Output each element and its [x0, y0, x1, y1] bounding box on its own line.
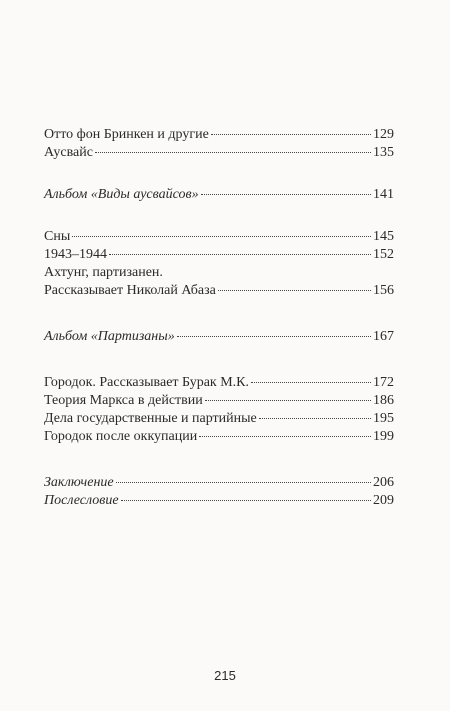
toc-entry-title: 1943–1944 — [44, 247, 107, 262]
toc-entry — [44, 144, 394, 162]
toc-entry — [44, 126, 394, 144]
toc-leader-dots — [199, 436, 371, 437]
toc-entry-page: 152 — [373, 247, 394, 262]
toc-entry-title: Дела государственные и партийные — [44, 411, 257, 426]
toc-entry-page: 145 — [373, 229, 394, 244]
toc-entry-title: Заключение — [44, 475, 114, 490]
toc-entry-title: Отто фон Бринкен и другие — [44, 127, 209, 142]
toc-entry — [44, 492, 394, 510]
toc-entry-title: Городок. Рассказывает Бурак М.К. — [44, 375, 250, 390]
toc-entry — [44, 228, 394, 246]
toc-leader-dots — [201, 194, 371, 195]
toc-leader-dots — [251, 382, 371, 383]
toc-entry-page: 186 — [373, 393, 394, 408]
toc-entry — [44, 246, 394, 264]
toc-leader-dots — [116, 482, 371, 483]
toc-entry — [44, 328, 394, 346]
toc-leader-dots — [109, 254, 371, 255]
toc-entry-title: Аусвайс — [44, 145, 93, 160]
toc-entry-page: 167 — [373, 329, 394, 344]
toc-entry-title: Рассказывает Николай Абаза — [44, 283, 216, 298]
toc-entry-title: Альбом «Партизаны» — [44, 329, 175, 344]
toc-entry — [44, 186, 394, 204]
page-number: 215 — [214, 668, 236, 683]
toc-group-gap — [44, 204, 394, 228]
toc-entry-title: Альбом «Виды аусвайсов» — [44, 187, 199, 202]
toc-entry — [44, 264, 394, 282]
toc-entry-page: 172 — [373, 375, 394, 390]
toc-leader-dots — [121, 500, 371, 501]
toc-entry-page: 135 — [373, 145, 394, 160]
toc-group-gap — [44, 300, 394, 328]
toc-entry-page: 141 — [373, 187, 394, 202]
toc-entry — [44, 282, 394, 300]
toc-group-gap — [44, 162, 394, 186]
toc-entry — [44, 374, 394, 392]
toc-entry-title: Послесловие — [44, 493, 119, 508]
toc-leader-dots — [211, 134, 371, 135]
toc-entry-page: 156 — [373, 283, 394, 298]
toc-leader-dots — [205, 400, 371, 401]
toc-entry — [44, 410, 394, 428]
toc-leader-dots — [177, 336, 371, 337]
table-of-contents — [44, 126, 394, 510]
toc-leader-dots — [259, 418, 371, 419]
toc-entry-title: Ахтунг, партизанен. — [44, 265, 163, 280]
toc-entry-page: 129 — [373, 127, 394, 142]
toc-leader-dots — [218, 290, 371, 291]
toc-entry-page: 209 — [373, 493, 394, 508]
toc-entry — [44, 474, 394, 492]
toc-leader-dots — [95, 152, 371, 153]
toc-entry — [44, 428, 394, 446]
toc-entry-title: Сны — [44, 229, 71, 244]
toc-leader-dots — [72, 236, 371, 237]
toc-entry-page: 199 — [373, 429, 394, 444]
toc-entry-title: Городок после оккупации — [44, 429, 198, 444]
toc-group-gap — [44, 446, 394, 474]
toc-entry-title: Теория Маркса в действии — [44, 393, 203, 408]
toc-entry-page: 206 — [373, 475, 394, 490]
toc-entry-page: 195 — [373, 411, 394, 426]
toc-entry — [44, 392, 394, 410]
toc-group-gap — [44, 346, 394, 374]
